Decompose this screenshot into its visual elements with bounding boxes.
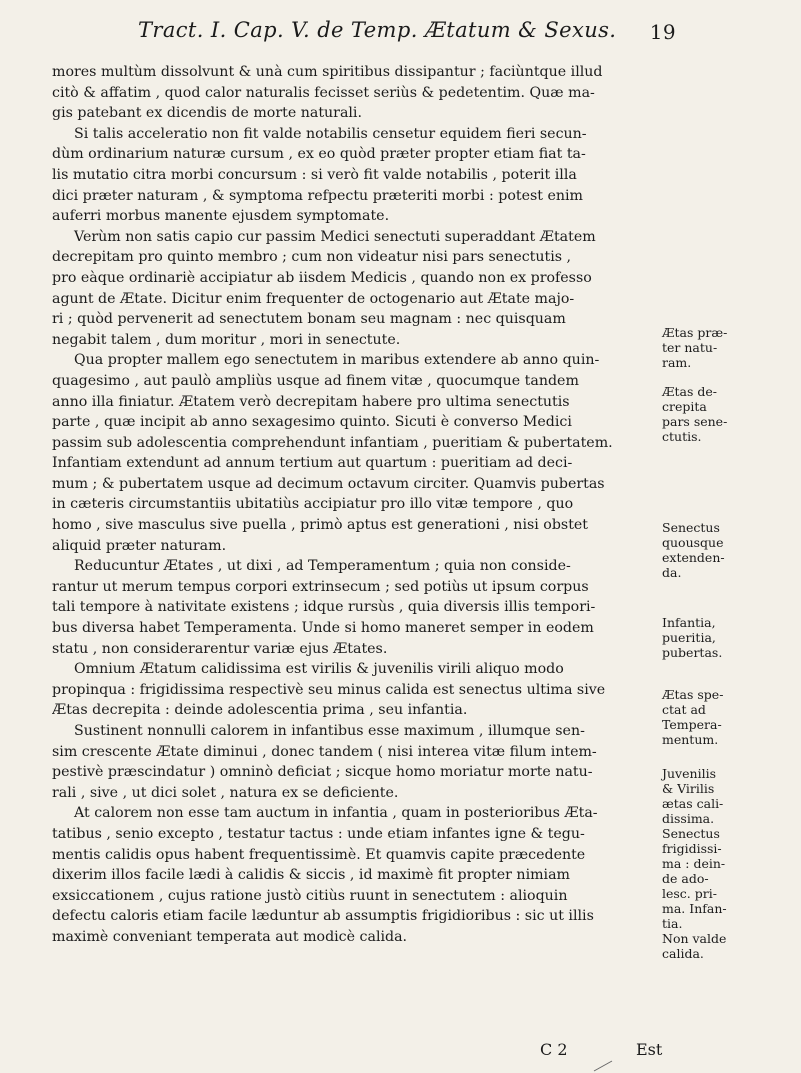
text-line: tatibus , senio excepto , testatur tactus : unde etiam infantes igne & tegu- bbox=[52, 825, 585, 842]
text-line: exsiccationem , cujus ratione justò citiùs ruunt in senectutem : alioquin bbox=[52, 887, 568, 904]
text-line: passim sub adolescentia comprehendunt infantiam , pueritiam & pubertatem. bbox=[52, 434, 613, 451]
margin-note-line: ctutis. bbox=[662, 429, 702, 444]
margin-note-line: quousque bbox=[662, 535, 724, 550]
margin-note-line: lesc. pri- bbox=[662, 886, 717, 901]
margin-note-line: mentum. bbox=[662, 732, 719, 747]
text-line: mentis calidis opus habent frequentissimè. Et quamvis capite præcedente bbox=[52, 846, 586, 863]
page-footer bbox=[540, 1040, 740, 1064]
margin-note-line: pubertas. bbox=[662, 645, 723, 660]
margin-note-line: ram. bbox=[662, 355, 692, 370]
margin-note-aetas-temperamentum bbox=[662, 687, 792, 747]
text-line: auferri morbus manente ejusdem symptomate. bbox=[52, 208, 390, 225]
text-line: pestivè præscindatur ) omninò deficiat ; sicque homo moriatur morte natu- bbox=[52, 764, 593, 781]
signature-mark: C 2 bbox=[540, 1040, 568, 1059]
margin-note-line: extenden- bbox=[662, 550, 725, 565]
text-line: tali tempore à nativitate existens ; idque rursùs , quia diversis illis tempori- bbox=[52, 599, 596, 616]
text-line: gis patebant ex dicendis de morte naturali. bbox=[52, 105, 362, 122]
catchword: Est bbox=[636, 1040, 663, 1059]
text-line: Ætas decrepita : deinde adolescentia prima , seu infantia. bbox=[52, 702, 468, 719]
text-line: decrepitam pro quinto membro ; cum non videatur nisi pars senectutis , bbox=[52, 249, 572, 266]
text-line: in cæteris circumstantiis ubitatiùs accipiatur pro illo vitæ tempore , quo bbox=[52, 496, 574, 513]
page-number: 19 bbox=[649, 20, 676, 44]
text-line: dici præter naturam , & symptoma refpectu præteriti morbi : potest enim bbox=[52, 187, 583, 204]
text-line: maximè conveniant temperata aut modicè calida. bbox=[52, 928, 408, 945]
margin-note-line: ætas cali- bbox=[662, 796, 724, 811]
text-line: homo , sive masculus sive puella , primò aptus est generationi , nisi obstet bbox=[52, 517, 589, 534]
text-line: agunt de Ætate. Dicitur enim frequenter de octogenario aut Ætate majo- bbox=[52, 290, 575, 307]
text-line: citò & affatim , quod calor naturalis fecisset seriùs & pedetentim. Quæ ma- bbox=[52, 84, 595, 101]
text-line: propinqua : frigidissima respectivè seu minus calida est senectus ultima sive bbox=[52, 681, 606, 698]
margin-note-line: Senectus bbox=[662, 826, 720, 841]
text-line: dùm ordinarium naturæ cursum , ex eo quòd præter propter etiam fiat ta- bbox=[52, 146, 586, 163]
margin-note-line: frigidissi- bbox=[662, 841, 722, 856]
margin-note-senectus-extendenda bbox=[662, 520, 792, 580]
running-title: Tract. I. Cap. V. de Temp. Ætatum & Sexus. bbox=[138, 18, 617, 42]
text-line: Verùm non satis capio cur passim Medici senectuti superaddant Ætatem bbox=[74, 228, 596, 245]
margin-note-line: ma. Infan- bbox=[662, 901, 727, 916]
pen-mark bbox=[590, 1060, 620, 1072]
text-line: sim crescente Ætate diminui , donec tandem ( nisi interea vitæ filum intem- bbox=[52, 743, 597, 760]
margin-note-line: pars sene- bbox=[662, 414, 728, 429]
text-line: rantur ut merum tempus corpori extrinsecum ; sed potiùs ut ipsum corpus bbox=[52, 578, 589, 595]
margin-note-line: Ætas præ- bbox=[662, 325, 728, 340]
margin-note-line: Senectus bbox=[662, 520, 720, 535]
margin-note-line: calida. bbox=[662, 946, 704, 961]
margin-note-line: de ado- bbox=[662, 871, 709, 886]
margin-note-aetas-praeter-naturam bbox=[662, 325, 792, 370]
text-line: Infantiam extendunt ad annum tertium aut quartum : pueritiam ad deci- bbox=[52, 455, 573, 472]
text-line: anno illa finiatur. Ætatem verò decrepitam habere pro ultima senectutis bbox=[52, 393, 570, 410]
margin-note-line: & Virilis bbox=[662, 781, 715, 796]
margin-note-line: ter natu- bbox=[662, 340, 718, 355]
text-line: mores multùm dissolvunt & unà cum spiritibus dissipantur ; faciùntque illud bbox=[52, 64, 603, 80]
margin-note-juvenilis-virilis bbox=[662, 766, 792, 961]
text-line: ri ; quòd pervenerit ad senectutem bonam seu magnam : nec quisquam bbox=[52, 311, 566, 328]
main-text bbox=[52, 62, 644, 948]
margin-note-aetas-decrepita bbox=[662, 384, 792, 444]
text-line: negabit talem , dum moritur , mori in senectute. bbox=[52, 331, 401, 348]
text-line: pro eàque ordinariè accipiatur ab iisdem Medicis , quando non ex professo bbox=[52, 269, 592, 286]
margin-note-line: Tempera- bbox=[662, 717, 722, 732]
running-header bbox=[138, 18, 676, 52]
text-line: Qua propter mallem ego senectutem in maribus extendere ab anno quin- bbox=[74, 352, 600, 369]
text-line: lis mutatio citra morbi concursum : si verò fit valde notabilis , poterit illa bbox=[52, 166, 577, 183]
text-line: Omnium Ætatum calidissima est virilis & juvenilis virili aliquo modo bbox=[74, 661, 564, 678]
margin-note-infantia-pueritia-pubertas bbox=[662, 615, 792, 660]
margin-note-line: tia. bbox=[662, 916, 683, 931]
margin-note-line: Ætas de- bbox=[662, 384, 717, 399]
text-line: Sustinent nonnulli calorem in infantibus esse maximum , illumque sen- bbox=[74, 723, 585, 739]
text-line: quagesimo , aut paulò ampliùs usque ad finem vitæ , quocumque tandem bbox=[52, 372, 579, 389]
text-line: parte , quæ incipit ab anno sexagesimo quinto. Sicuti è converso Medici bbox=[52, 414, 572, 431]
text-line: mum ; & pubertatem usque ad decimum octavum circiter. Quamvis pubertas bbox=[52, 475, 605, 492]
text-line: bus diversa habet Temperamenta. Unde si homo maneret semper in eodem bbox=[52, 620, 594, 637]
margin-note-line: Infantia, bbox=[662, 615, 716, 630]
text-line: rali , sive , ut dici solet , natura ex se deficiente. bbox=[52, 784, 399, 801]
margin-note-line: crepita bbox=[662, 399, 707, 414]
margin-note-line: da. bbox=[662, 565, 682, 580]
text-line: statu , non considerarentur variæ ejus Ætates. bbox=[52, 640, 388, 657]
margin-note-line: Juvenilis bbox=[662, 766, 716, 781]
margin-note-line: ma : dein- bbox=[662, 856, 726, 871]
text-line: Reducuntur Ætates , ut dixi , ad Temperamentum ; quia non conside- bbox=[74, 558, 571, 575]
margin-note-line: Non valde bbox=[662, 931, 727, 946]
margin-note-line: Ætas spe- bbox=[662, 687, 724, 702]
text-line: dixerim illos facile lædi à calidis & siccis , id maximè fit propter nimiam bbox=[52, 867, 571, 884]
margin-note-line: ctat ad bbox=[662, 702, 706, 717]
text-line: Si talis acceleratio non fit valde notabilis censetur equidem fieri secun- bbox=[74, 125, 587, 142]
margin-note-line: pueritia, bbox=[662, 630, 716, 645]
text-line: At calorem non esse tam auctum in infantia , quam in posterioribus Æta- bbox=[74, 805, 598, 822]
text-line: aliquid præter naturam. bbox=[52, 537, 227, 554]
text-line: defectu caloris etiam facile læduntur ab assumptis frigidioribus : sic ut illis bbox=[52, 908, 594, 925]
margin-note-line: dissima. bbox=[662, 811, 715, 826]
